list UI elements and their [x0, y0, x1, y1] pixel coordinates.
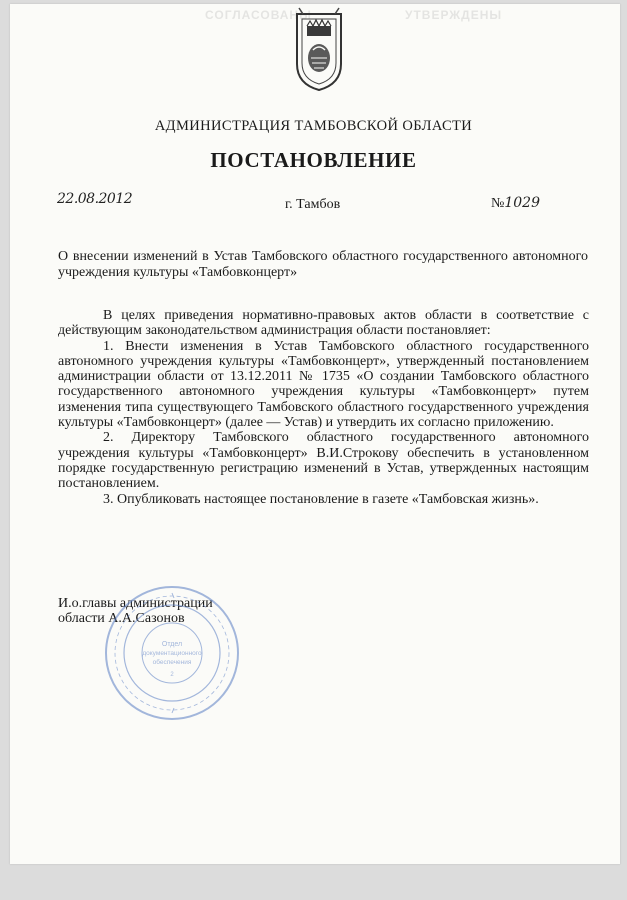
stamp-line-2: документационного	[142, 650, 202, 657]
signature-position: И.о.главы администрации	[58, 596, 213, 611]
organization-name: АДМИНИСТРАЦИЯ ТАМБОВСКОЙ ОБЛАСТИ	[154, 118, 473, 134]
number-label: №	[491, 196, 505, 211]
preamble-paragraph: В целях приведения нормативно-правовых актов области в соответствие с действующим законодательством администрация области постановляет:	[58, 308, 589, 339]
item-1-paragraph: 1. Внести изменения в Устав Тамбовского областного государственного автономного учреждения культуры «Тамбовконцерт», утвержденный постановлением администрации области от 13.12.2011 № 1735 «О создании Тамбовского областного государственного автономного учреждения культуры «Тамбовконцерт» путем изменения типа существующего Тамбовского областного государственного учреждения культуры «Тамбовконцерт» (далее — Устав) и утвердить их согласно приложению.	[58, 338, 589, 431]
bleed-through-left: СОГЛАСОВАНЫ	[205, 8, 312, 22]
document-body	[58, 308, 589, 507]
number-value: 1029	[504, 195, 540, 211]
document-subject: О внесении изменений в Устав Тамбовского областного государственного автономного учреждения культуры «Тамбовконцерт»	[58, 249, 588, 280]
bleed-through-right: УТВЕРЖДЕНЫ	[405, 8, 503, 22]
signature-name: области А.А.Сазонов	[58, 611, 185, 626]
item-2-paragraph: 2. Директору Тамбовского областного государственного автономного учреждения культуры «Тамбовконцерт» В.И.Строкову обеспечить в установленном порядке государственную регистрацию изменений в Устав, утвержденных настоящим постановлением.	[58, 430, 589, 492]
document-date: 22.08.2012	[57, 191, 133, 207]
stamp-line-1: Отдел	[161, 641, 183, 648]
item-3-paragraph: 3. Опубликовать настоящее постановление в газете «Тамбовская жизнь».	[103, 491, 539, 507]
stamp-line-3: обеспечения	[152, 659, 192, 666]
document-number	[491, 195, 540, 212]
coat-of-arms-icon	[293, 6, 345, 92]
stamp-number: 2	[170, 672, 174, 678]
document-title: ПОСТАНОВЛЕНИЕ	[210, 148, 417, 172]
official-stamp	[103, 584, 241, 722]
document-city: г. Тамбов	[285, 197, 341, 212]
